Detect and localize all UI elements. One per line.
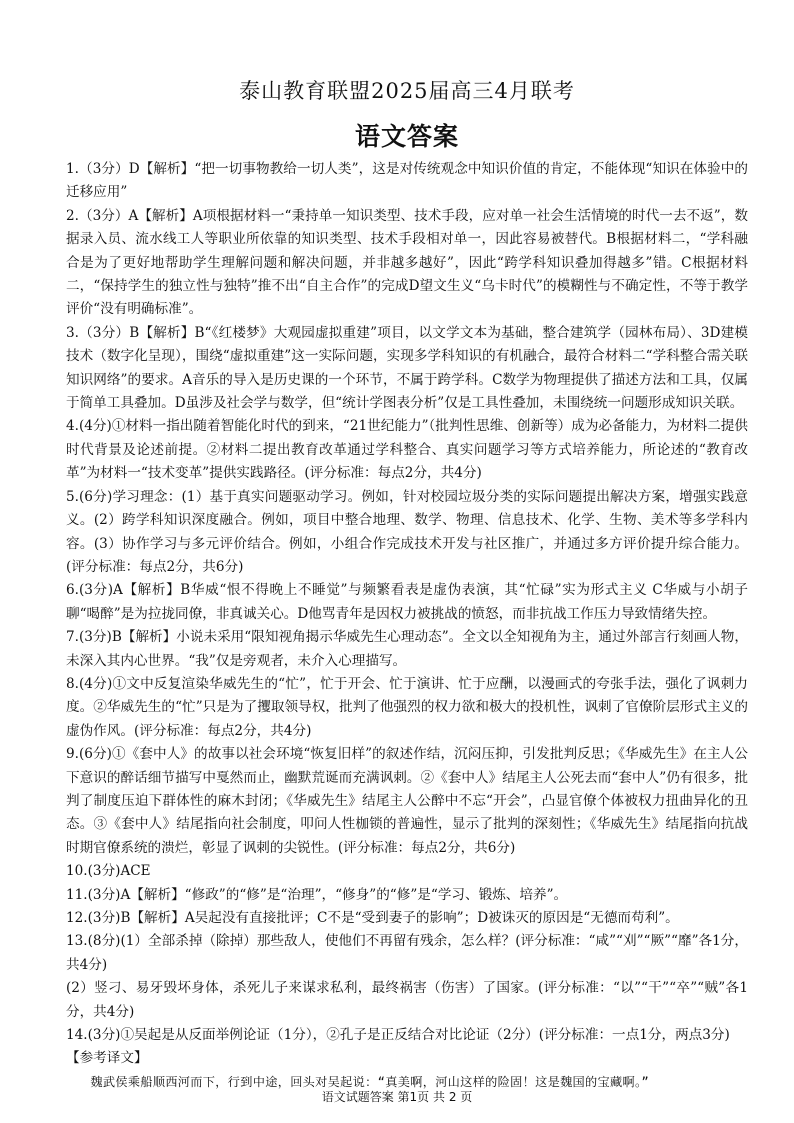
answer-item-11: 11.(3分)A【解析】“修政”的“修”是“治理”，“修身”的“修”是“学习、锻炼、培养”。: [66, 886, 568, 903]
answer-item-10: 10.(3分)ACE: [66, 863, 151, 880]
reference-translation-text: 魏武侯乘船顺西河而下，行到中途，回头对吴起说：“真美啊，河山这样的险固！这是魏国的宝藏啊。”: [90, 1074, 650, 1089]
answer-item-13-part-1: 13.(8分)(1）全部杀掉（除掉）那些敌人，使他们不再留有残余，怎么样？(评分标准：“咸”“刈”“厥”“靡”各1分，共4分): [66, 933, 748, 973]
reference-translation-label: 【参考译文】: [66, 1050, 148, 1067]
page-title: 语文答案: [354, 122, 459, 151]
answer-item-4: 4.(4分)①材料一指出随着智能化时代的到来，“21世纪能力”（批判性思维、创新等）成为必备能力，为材料二提供时代背景及论述前提。②材料二提出教育改革通过学科整合、真实问题学习等方式培养能力，所论述的“教育改革”为材料一“技术变革”提供实践路径。(评分标准：每点2分，共4分): [66, 418, 748, 482]
answer-item-8: 8.(4分)①文中反复渲染华威先生的“忙”，忙于开会、忙于演讲、忙于应酬，以漫画式的夸张手法，强化了讽刺力度。②华威先生的“忙”只是为了攫取领导权，批判了他强烈的权力欲和极大的投机性，讽刺了官僚阶层形式主义的虚伪作风。(评分标准：每点2分，共4分): [66, 675, 748, 739]
answer-item-5: 5.(6分)学习理念：(1）基于真实问题驱动学习。例如，针对校园垃圾分类的实际问题提出解决方案，增强实践意义。(2）跨学科知识深度融合。例如，项目中整合地理、数学、物理、信息技术、化学、生物、美术等多学科内容。(3）协作学习与多元评价结合。例如，小组合作完成技术开发与社区推广，并通过多方评价提升综合能力。(评分标准：每点2分，共6分): [66, 488, 748, 575]
answer-item-3: 3.（3分）B【解析】B“《红楼梦》大观园虚拟重建”项目，以文学文本为基础，整合建筑学（园林布局）、3D建模技术（数字化呈现），围绕“虚拟重建”这一实际问题，实现多学科知识的有机融合，最符合材料二“学科整合需关联知识网络”的要求。A音乐的导入是历史课的一个环节，不属于跨学科。C数学为物理提供了描述方法和工具，仅属于简单工具叠加。D虽涉及社会学与数学，但“统计学图表分析”仅是工具性叠加，未围绕统一问题形成知识关联。: [66, 324, 748, 412]
answer-item-2: 2.（3分）A【解析】A项根据材料一“秉持单一知识类型、技术手段，应对单一社会生活情境的时代一去不返”，数据录入员、流水线工人等职业所依靠的知识类型、技术手段相对单一，因此容易被替代。B根据材料二，“学科融合是为了更好地帮助学生理解问题和解决问题，并非越多越好”，因此“跨学科知识叠加得越多”错。C根据材料二，“保持学生的独立性与独特”推不出“自主合作”的完成D望文生义“乌卡时代”的模糊性与不确定性，不等于教学评价“没有明确标准”。: [66, 207, 748, 318]
answer-item-1: 1.（3分）D【解析】“把一切事物教给一切人类”，这是对传统观念中知识价值的肯定，不能体现“知识在体验中的迁移应用”: [66, 161, 748, 201]
page-footer: 语文试题答案 第1页 共 2 页: [321, 1090, 473, 1104]
exam-title: 泰山教育联盟2025届高三4月联考: [239, 79, 575, 103]
answer-item-14: 14.(3分)①吴起是从反面举例论证（1分），②孔子是正反结合对比论证（2分）(评分标准：一点1分，两点3分): [66, 1027, 730, 1044]
answer-item-9: 9.(6分)①《套中人》的故事以社会环境“恢复旧样”的叙述作结，沉闷压抑，引发批判反思；《华威先生》在主人公下意识的醉话细节描写中戛然而止，幽默荒诞而充满讽刺。②《套中人》结尾主人公死去而“套中人”仍有很多，批判了制度压迫下群体性的麻木封闭；《华威先生》结尾主人公醉中不忘“开会”，凸显官僚个体被权力扭曲异化的丑态。③《套中人》结尾指向社会制度，叩问人性枷锁的普遍性，显示了批判的深刻性；《华威先生》结尾指向抗战时期官僚系统的溃烂，彰显了讽刺的尖锐性。(评分标准：每点2分，共6分): [66, 746, 748, 856]
answer-list: [66, 158, 748, 1093]
answer-item-13-part-2: (2）竖刁、易牙毁坏身体，杀死儿子来谋求私利，最终祸害（伤害）了国家。(评分标准：“以”“干”“卒”“贼”各1分，共4分): [66, 980, 748, 1020]
answer-item-12: 12.(3分)B【解析】A吴起没有直接批评；C不是“受到妻子的影响”；D被诛灭的原因是“无德而苟利”。: [66, 910, 679, 926]
answer-item-6: 6.(3分)A【解析】B华威“恨不得晚上不睡觉”与频繁看表是虚伪表演，其“忙碌”实为形式主义 C华威与小胡子聊“喝醉”是为拉拢同僚，非真诚关心。D他骂青年是因权力被挑战的愤怒，而非抗战工作压力导致情绪失控。: [66, 582, 748, 622]
answer-item-7: 7.(3分)B【解析】小说未采用“限知视角揭示华威先生心理动态”。全文以全知视角为主，通过外部言行刻画人物，未深入其内心世界。“我”仅是旁观者，未介入心理描写。: [66, 629, 748, 669]
